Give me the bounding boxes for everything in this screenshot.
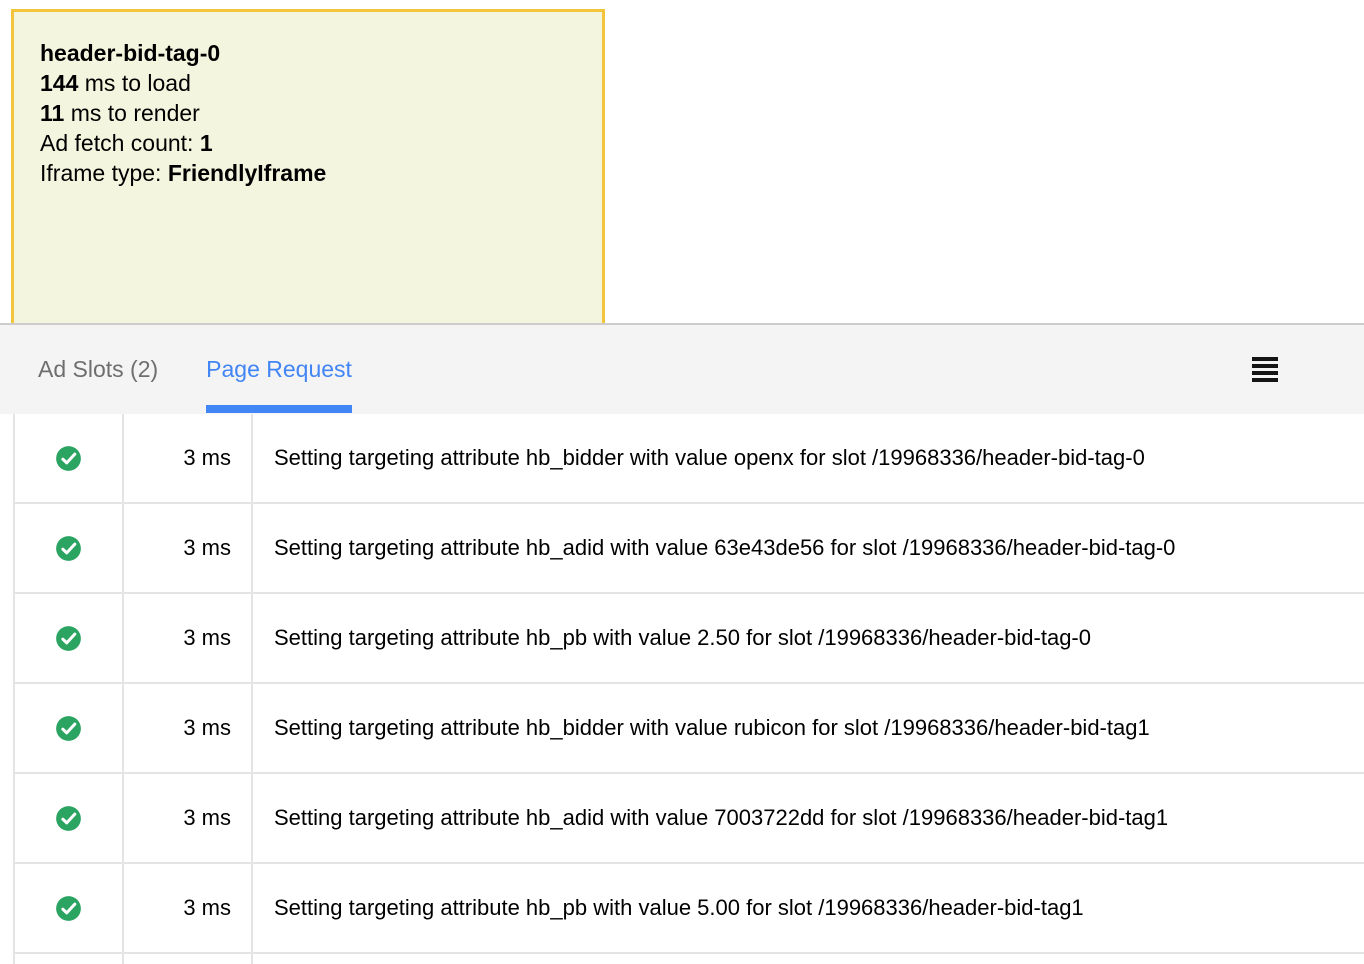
fetch-count-value: 1 bbox=[199, 130, 213, 156]
log-time: 3 ms bbox=[124, 504, 253, 592]
log-row bbox=[13, 774, 1364, 864]
render-time-label: ms to render bbox=[64, 100, 200, 126]
load-time-line bbox=[40, 68, 582, 98]
menu-button[interactable] bbox=[1250, 354, 1280, 386]
log-time: 3 ms bbox=[124, 594, 253, 682]
log-row bbox=[13, 594, 1364, 684]
status-cell bbox=[15, 414, 124, 502]
log-message: Setting targeting attribute hb_adid with value 63e43de56 for slot /19968336/header-bid-tag-0 bbox=[274, 535, 1176, 560]
log-message: Setting targeting attribute hb_pb with value 5.00 for slot /19968336/header-bid-tag1 bbox=[274, 895, 1084, 920]
status-cell bbox=[15, 594, 124, 682]
load-time-value: 144 bbox=[40, 70, 79, 96]
check-circle-icon bbox=[55, 625, 82, 652]
fetch-count-label: Ad fetch count: bbox=[40, 130, 200, 156]
log-row bbox=[13, 414, 1364, 504]
status-cell bbox=[15, 684, 124, 772]
slot-name: header-bid-tag-0 bbox=[40, 40, 221, 66]
tab-ad-slots[interactable] bbox=[38, 325, 158, 414]
log-time: 3 ms bbox=[124, 684, 253, 772]
tab-ad-slots-label: Ad Slots (2) bbox=[38, 356, 159, 382]
check-circle-icon bbox=[55, 805, 82, 832]
iframe-type-value: FriendlyIframe bbox=[167, 160, 327, 186]
log-message: Setting targeting attribute hb_adid with value 7003722dd for slot /19968336/header-bid-tag1 bbox=[274, 805, 1169, 830]
iframe-type-line bbox=[40, 158, 582, 188]
iframe-type-label: Iframe type: bbox=[40, 160, 168, 186]
log-row bbox=[13, 504, 1364, 594]
check-circle-icon bbox=[55, 715, 82, 742]
load-time-label: ms to load bbox=[78, 70, 191, 96]
render-time-value: 11 bbox=[40, 100, 65, 126]
log-time: 3 ms bbox=[124, 774, 253, 862]
render-time-line bbox=[40, 98, 582, 128]
log-time: 3 ms bbox=[124, 864, 253, 952]
log-row bbox=[13, 684, 1364, 774]
log-row bbox=[13, 864, 1364, 954]
log-message: Setting targeting attribute hb_pb with value 2.50 for slot /19968336/header-bid-tag-0 bbox=[274, 625, 1091, 650]
fetch-count-line bbox=[40, 128, 582, 158]
status-cell bbox=[15, 954, 124, 964]
slot-info-overlay bbox=[11, 9, 605, 323]
page-request-log bbox=[13, 414, 1364, 964]
status-cell bbox=[15, 864, 124, 952]
log-time bbox=[124, 954, 253, 964]
log-message: Setting targeting attribute hb_bidder with value openx for slot /19968336/header-bid-tag-0 bbox=[274, 445, 1145, 470]
log-message: Setting targeting attribute hb_bidder with value rubicon for slot /19968336/header-bid-tag1 bbox=[274, 715, 1150, 740]
log-row-partial bbox=[13, 954, 1364, 964]
check-circle-icon bbox=[55, 895, 82, 922]
log-time: 3 ms bbox=[124, 414, 253, 502]
status-cell bbox=[15, 504, 124, 592]
status-cell bbox=[15, 774, 124, 862]
tab-page-request[interactable] bbox=[206, 325, 352, 414]
tab-page-request-label: Page Request bbox=[206, 356, 352, 382]
hamburger-menu-icon bbox=[1252, 357, 1278, 361]
log-message bbox=[253, 954, 1364, 964]
check-circle-icon bbox=[55, 535, 82, 562]
check-circle-icon bbox=[55, 445, 82, 472]
console-tab-bar bbox=[0, 323, 1364, 414]
